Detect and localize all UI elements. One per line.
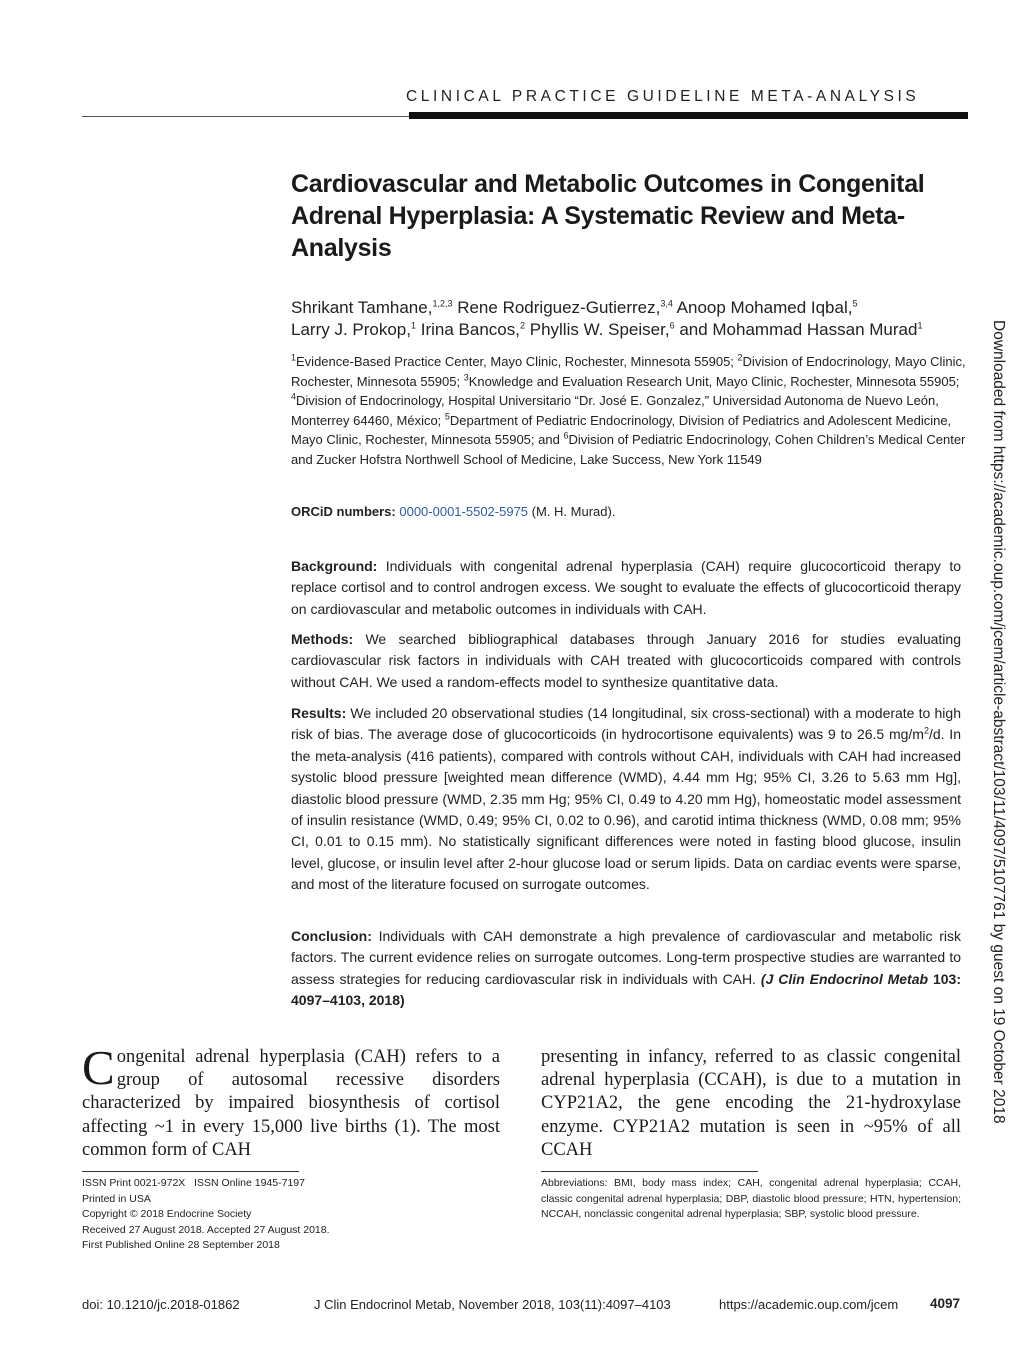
author: Anoop Mohamed Iqbal, bbox=[676, 298, 853, 317]
abstract-label: Results: bbox=[291, 705, 347, 721]
affiliation-sup: 5 bbox=[444, 411, 450, 422]
affiliation: Division of Endocrinology, Hospital Universitario “Dr. José E. Gonzalez,” Universidad Autonoma de Nuevo León, Monterrey 64460, México; bbox=[291, 393, 939, 428]
printed-line: Printed in USA bbox=[82, 1192, 151, 1205]
issn-line: ISSN Print 0021-972X ISSN Online 1945-7197 bbox=[82, 1177, 305, 1189]
abstract-label: Conclusion: bbox=[291, 928, 372, 944]
publication-info bbox=[82, 1176, 482, 1254]
article-title: Cardiovascular and Metabolic Outcomes in Congenital Adrenal Hyperplasia: A Systematic Review and Meta-Analysis bbox=[291, 170, 925, 262]
page-number: 4097 bbox=[930, 1296, 961, 1311]
author: Shrikant Tamhane, bbox=[291, 298, 433, 317]
author-sup: 2 bbox=[519, 320, 525, 331]
citation-journal: (J Clin Endocrinol Metab bbox=[760, 970, 929, 987]
abstract-background bbox=[291, 556, 961, 620]
affiliation-sup: 4 bbox=[291, 391, 297, 402]
abstract-methods bbox=[291, 629, 961, 693]
abstract-text: /d. In the meta-analysis (416 patients), compared with controls without CAH, individuals with CAH had increased systolic blood pressure [weighted mean difference (WMD), 4.44 mm Hg; 95% CI, 3.26 to 5.63 mm Hg], diastolic blood pressure (WMD, 2.35 mm Hg; 95% CI, 0.49 to 4.20 mm Hg), homeostatic model assessment of insulin resistance (WMD, 0.49; 95% CI, 0.02 to 0.96), and carotid intima thickness (WMD, 0.08 mm; 95% CI, 0.01 to 0.15 mm). No statistically significant differences were noted in fasting blood glucose, insulin level, glucose, or insulin level after 2-hour glucose load or serum lipids. Data on cardiac events were sparse, and most of the literature focused on surrogate outcomes. bbox=[291, 726, 962, 893]
citation-rest: 103: 4097–4103, 2018) bbox=[291, 970, 961, 1009]
affiliation-sup: 3 bbox=[463, 372, 469, 383]
body-column-left bbox=[82, 1040, 500, 1162]
author-sup: 1 bbox=[917, 320, 923, 331]
orcid-link[interactable]: 0000-0001-5502-5975 bbox=[399, 504, 529, 519]
body-column-right bbox=[541, 1046, 961, 1162]
orcid-line bbox=[291, 503, 966, 521]
affiliation-sup: 6 bbox=[563, 430, 569, 441]
received-line: Received 27 August 2018. Accepted 27 August 2018. bbox=[82, 1223, 330, 1236]
affiliation: Knowledge and Evaluation Research Unit, Mayo Clinic, Rochester, Minnesota 55905; bbox=[468, 373, 960, 389]
abstract-label: Methods: bbox=[291, 631, 354, 647]
abstract-results bbox=[291, 703, 961, 896]
author-sup: 3,4 bbox=[660, 298, 673, 309]
body-text: presenting in infancy, referred to as classic congenital adrenal hyperplasia (CCAH), is due to a mutation in CYP21A2, the gene encoding the 21-hydroxylase enzyme. CYP21A2 mutation is seen in ~95% of all CCAH bbox=[541, 1047, 961, 1160]
download-note-text: Downloaded from https://academic.oup.com/jcem/article-abstract/103/11/4097/5107761 by guest on 19 October 2018 bbox=[990, 320, 1007, 1124]
affiliation: Department of Pediatric Endocrinology, Division of Pediatrics and Adolescent Medicine, Mayo Clinic, Rochester, Minnesota 55905; and bbox=[291, 412, 952, 447]
header-rule-thick bbox=[409, 112, 968, 119]
abstract-conclusion bbox=[291, 926, 961, 1012]
author: Larry J. Prokop, bbox=[291, 320, 411, 339]
abstract-text: Individuals with congenital adrenal hyperplasia (CAH) require glucocorticoid therapy to replace cortisol and to control androgen excess. We sought to evaluate the effects of glucocorticoid therapy on cardiovascular and metabolic outcomes in individuals with CAH. bbox=[291, 558, 961, 617]
abstract-sup: 2 bbox=[923, 725, 929, 736]
copyright-line: Copyright © 2018 Endocrine Society bbox=[82, 1208, 252, 1220]
section-label: CLINICAL PRACTICE GUIDELINE META-ANALYSIS bbox=[406, 88, 920, 105]
author: Irina Bancos, bbox=[420, 320, 520, 339]
download-note bbox=[987, 320, 1007, 1124]
published-line: First Published Online 28 September 2018 bbox=[82, 1239, 280, 1251]
author-list bbox=[291, 297, 971, 341]
footnote-rule bbox=[541, 1171, 758, 1172]
affiliation: Division of Endocrinology, Mayo Clinic, Rochester, Minnesota 55905; bbox=[291, 354, 966, 389]
affiliations bbox=[291, 352, 966, 469]
affiliation: Division of Pediatric Endocrinology, Cohen Children’s Medical Center and Zucker Hofstra Northwell School of Medicine, Lake Success, New York 11549 bbox=[291, 432, 966, 467]
abstract-text: We included 20 observational studies (14 longitudinal, six cross-sectional) with a moderate to high risk of bias. The average dose of glucocorticoids (in hydrocortisone equivalents) was 9 to 26.5 mg/m bbox=[291, 705, 961, 743]
footer-url[interactable]: https://academic.oup.com/jcem bbox=[719, 1297, 899, 1312]
author: and Mohammad Hassan Murad bbox=[679, 320, 918, 339]
header-rule-thin bbox=[82, 116, 409, 117]
footer-journal: J Clin Endocrinol Metab, November 2018, 103(11):4097–4103 bbox=[314, 1297, 671, 1312]
abstract-text: Individuals with CAH demonstrate a high prevalence of cardiovascular and metabolic risk factors. The current evidence relies on surrogate outcomes. Long-term prospective studies are warranted to assess strategies for reducing cardiovascular risk in individuals with CAH. bbox=[291, 928, 961, 987]
drop-cap: C bbox=[82, 1040, 115, 1095]
author: Rene Rodriguez-Gutierrez, bbox=[457, 298, 661, 317]
footnote-rule bbox=[82, 1171, 299, 1172]
abstract-text: We searched bibliographical databases through January 2016 for studies evaluating cardiovascular risk factors in individuals with CAH treated with glucocorticoids compared with controls without CAH. We used a random-effects model to synthesize quantitative data. bbox=[291, 631, 961, 690]
affiliation-sup: 1 bbox=[291, 352, 297, 363]
author-sup: 5 bbox=[852, 298, 858, 309]
author-sup: 6 bbox=[669, 320, 675, 331]
affiliation: Evidence-Based Practice Center, Mayo Clinic, Rochester, Minnesota 55905; bbox=[296, 354, 738, 369]
author-sup: 1,2,3 bbox=[432, 298, 453, 309]
author-sup: 1 bbox=[411, 320, 417, 331]
body-text: ongenital adrenal hyperplasia (CAH) refers to a group of autosomal recessive disorders characterized by impaired biosynthesis of cortisol affecting ~1 in every 15,000 live births (1). The most common form of CAH bbox=[82, 1047, 500, 1160]
affiliation-sup: 2 bbox=[737, 352, 743, 363]
abbreviations-footnote: Abbreviations: BMI, body mass index; CAH, congenital adrenal hyperplasia; CCAH, classic congenital adrenal hyperplasia; DBP, diastolic blood pressure; HTN, hypertension; NCCAH, nonclassic congenital adrenal hyperplasia; SBP, systolic blood pressure. bbox=[541, 1177, 961, 1220]
author: Phyllis W. Speiser, bbox=[529, 320, 670, 339]
orcid-label: ORCiD numbers: bbox=[291, 504, 396, 519]
orcid-suffix: (M. H. Murad). bbox=[528, 504, 616, 519]
abstract-label: Background: bbox=[291, 558, 378, 574]
footer-doi: doi: 10.1210/jc.2018-01862 bbox=[82, 1297, 240, 1312]
